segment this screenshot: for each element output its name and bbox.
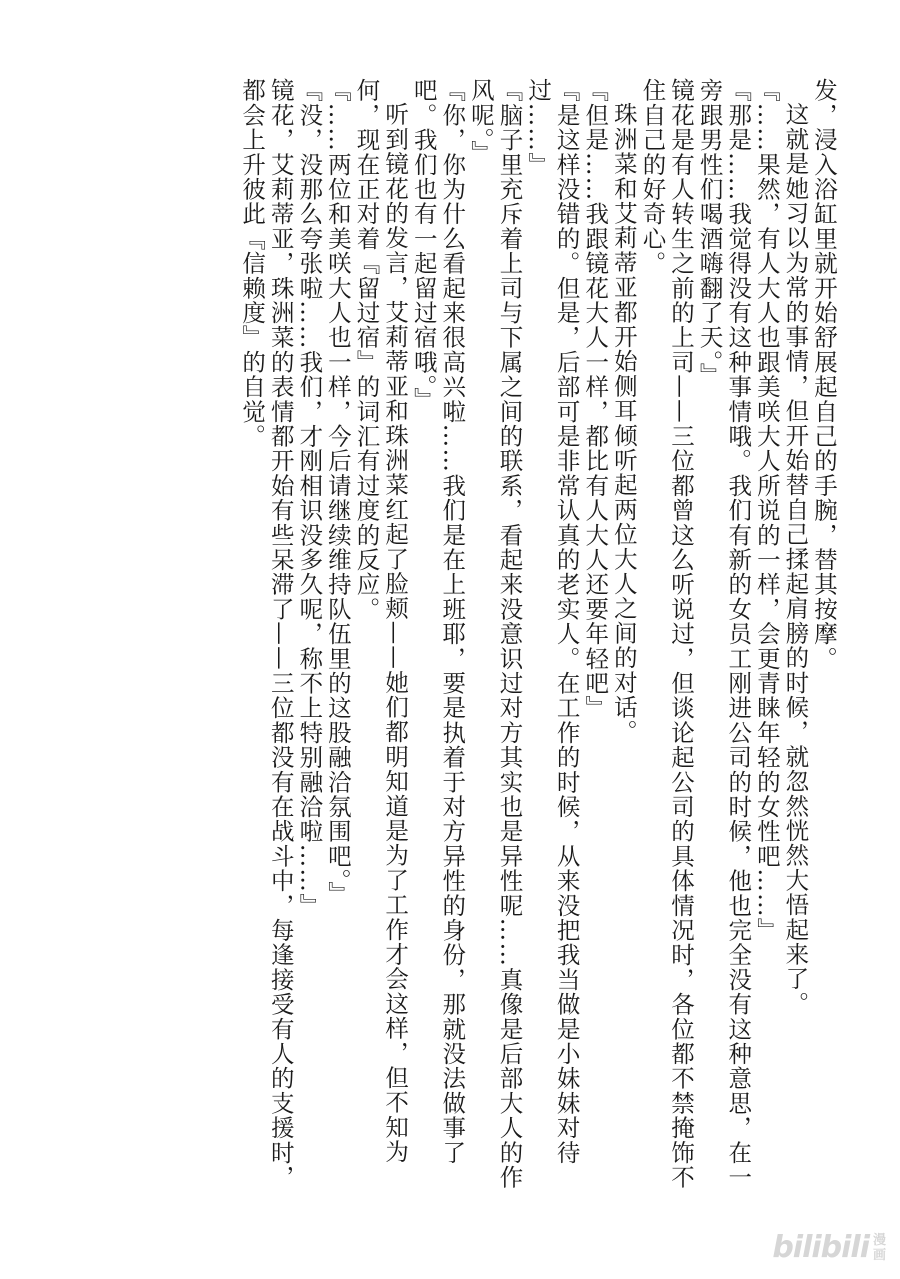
paragraph: 珠洲菜和艾莉蒂亚都开始侧耳倾听起两位大人之间的对话。 xyxy=(609,101,638,744)
paragraph: 『没，没那么夸张啦……我们，才刚相识没多久呢，称不上特别融洽啦……』 xyxy=(295,78,324,918)
watermark-sub-line2: 画 xyxy=(872,1247,886,1263)
paragraph: 『你，你为什么看起来很高兴啦……我们是在上班耶，要是执着于对方异性的身份，那就没法做事了吧。我们也有一起留过宿哦。』 xyxy=(409,78,467,1165)
paragraph: 镜花，艾莉蒂亚，珠洲菜的表情都开始有些呆滞了——三位都没有在战斗中，每逢接受有人的支援时，都会上升彼此『信赖度』的自觉。 xyxy=(238,78,295,1190)
paragraph: 『……果然，有人大人也跟美咲大人所说的一样，会更青睐年轻的女性吧……』 xyxy=(752,78,781,943)
watermark-sub xyxy=(873,1233,886,1263)
bilibili-manga-watermark xyxy=(772,1230,886,1265)
paragraph: 这就是她习以为常的事情，但开始替自己揉起肩膀的时候，就忽然恍然大悟起来了。 xyxy=(781,101,810,1016)
paragraph: 发，浸入浴缸里就开始舒展起自己的手腕，替其按摩。 xyxy=(810,78,838,671)
watermark-logo: bilibili xyxy=(772,1230,869,1265)
paragraph: 镜花是有人转生之前的上司——三位都曾这么听说过，但谈论起公司的具体情况时，各位都不禁掩饰不住自己的好奇心。 xyxy=(638,78,696,1190)
paragraph: 听到镜花的发言，艾莉蒂亚和珠洲菜红起了脸颊——她们都明知道是为了工作才会这样，但不知为何，现在正对着『留过宿』的词汇有过度的反应。 xyxy=(352,78,410,1164)
paragraph: 『那是……我觉得没有这种事情哦。我们有新的女员工刚进公司的时候，他也完全没有这种意思，在一旁跟男性们喝酒嗨翻了天。』 xyxy=(695,78,753,1190)
paragraph: 『但是……我跟镜花大人一样，都比有人大人还要年轻吧』 xyxy=(581,78,610,721)
vertical-text-body xyxy=(48,78,838,1208)
paragraph: 『脑子里充斥着上司与下属之间的联系，看起来没意识过对方其实也是异性呢……真像是后部大人的作风呢。』 xyxy=(466,78,524,1190)
paragraph: 『……两位和美咲大人也一样，今后请继续维持队伍里的这股融洽氛围吧。』 xyxy=(323,78,352,907)
watermark-sub-line1: 漫 xyxy=(872,1232,886,1248)
paragraph: 『是这样没错的。但是，后部可是非常认真的老实人。在工作的时候，从来没把我当做是小妹妹对待过……』 xyxy=(524,78,581,1165)
